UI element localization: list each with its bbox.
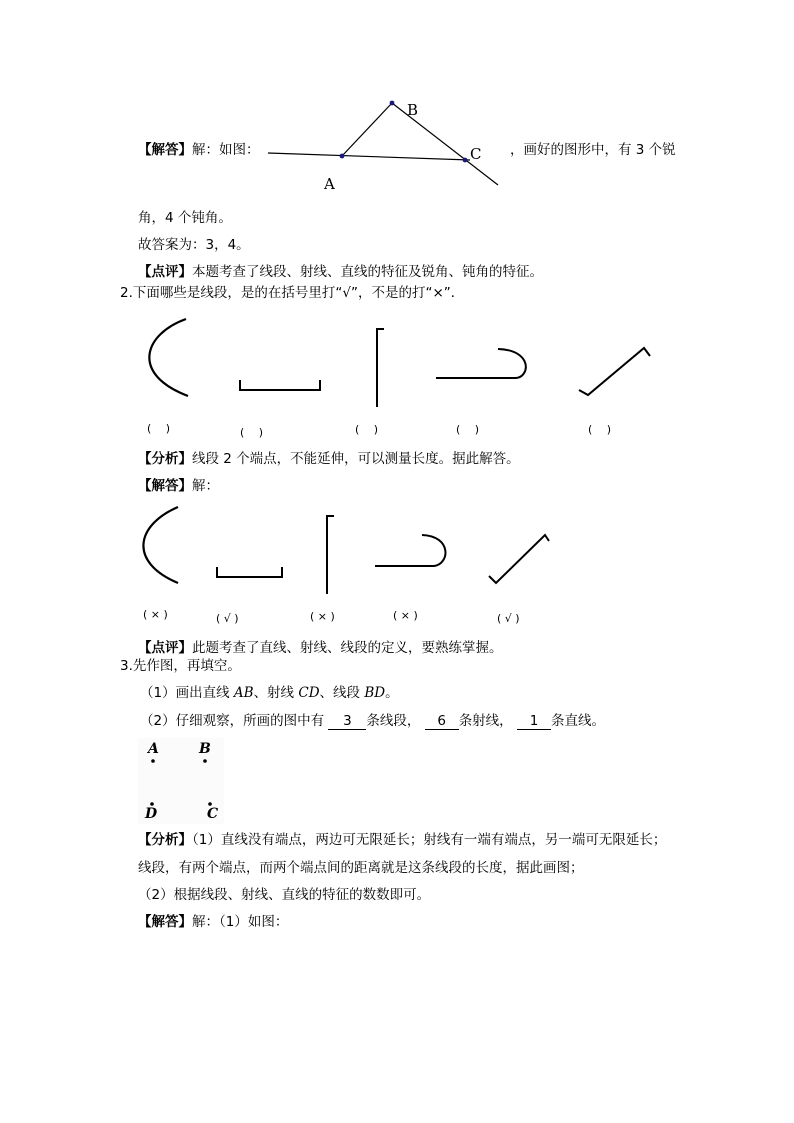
analysis-text-1: （1）直线没有端点，两边可无限延长；射线有一端有端点，另一端可无限延长； (192, 832, 667, 848)
segment-count-blank: 3 (328, 713, 366, 730)
dot-b (203, 759, 207, 763)
answered-shape-curve (143, 507, 178, 583)
item-1-prefix: （1）画出直线 (140, 685, 234, 701)
blank-paren-4: ( ) (456, 423, 480, 436)
answer-tag: 【解答】 (138, 142, 192, 158)
dot-a (151, 759, 155, 763)
blank-paren-3: ( ) (355, 423, 379, 436)
answered-shape-slash (489, 535, 549, 583)
comment-tag: 【点评】 (138, 640, 192, 656)
blank-paren-5: ( ) (588, 423, 612, 436)
point-label-d: D (145, 806, 158, 822)
item-2-text-2: 条射线， (458, 713, 513, 729)
question-3-item-2 (140, 713, 605, 730)
answer-paren-4: ( × ) (393, 609, 418, 622)
dot-d (150, 802, 154, 806)
ray-ab (342, 103, 392, 156)
item-1-ab: AB (233, 685, 254, 701)
question-3-title: 3.先作图，再填空。 (120, 658, 241, 674)
item-2-text-3: 条直线。 (550, 713, 605, 729)
answer-2 (138, 478, 219, 494)
answer-paren-3: ( × ) (310, 610, 335, 623)
line-count-blank: 1 (517, 713, 551, 730)
answer-paren-1: ( × ) (143, 608, 168, 621)
item-1-sep-1: 、射线 (253, 685, 299, 701)
figure-label-c: C (470, 145, 482, 163)
comment-text: 此题考查了直线、射线、线段的定义，要熟练掌握。 (192, 640, 503, 656)
shapes-figure (136, 312, 656, 442)
answer-lead: 解：如图： (192, 142, 260, 158)
answer-text: 解：（1）如图： (192, 914, 289, 930)
line-ac (268, 153, 470, 160)
item-2-text-1: 条线段， (366, 713, 421, 729)
answer-1-line1 (138, 142, 260, 158)
points-dots (138, 738, 224, 824)
shape-slash (579, 348, 650, 395)
answer-1-line3: 故答案为：3，4。 (138, 237, 250, 253)
question-3-item-1 (140, 685, 399, 701)
answered-shape-hook (375, 535, 445, 566)
point-label-c: C (207, 806, 219, 822)
answer-paren-5: ( √ ) (497, 612, 520, 625)
answered-shape-bracket (217, 567, 282, 577)
dot-c (208, 802, 212, 806)
blank-paren-1: ( ) (147, 422, 171, 435)
point-label-a: A (148, 741, 159, 757)
answer-3 (138, 914, 288, 930)
analysis-3-line3: （2）根据线段、射线、直线的特征的数数即可。 (138, 887, 431, 903)
answered-shapes-figure (134, 500, 554, 630)
comment-2 (138, 640, 503, 656)
answer-tag: 【解答】 (138, 478, 192, 494)
analysis-text: 线段 2 个端点，不能延伸，可以测量长度。据此解答。 (192, 451, 520, 467)
analysis-3-line2: 线段，有两个端点，而两个端点间的距离就是这条线段的长度，据此画图； (138, 860, 584, 876)
answer-1-line2: 角，4 个钝角。 (138, 210, 232, 226)
comment-1 (138, 264, 543, 280)
item-1-end: 。 (385, 685, 399, 701)
answer-text: 解： (192, 478, 219, 494)
answered-shape-vertical (327, 516, 334, 594)
ray-count-blank: 6 (425, 713, 459, 730)
comment-text: 本题考查了线段、射线、直线的特征及锐角、钝角的特征。 (192, 264, 543, 280)
item-1-sep-2: 、线段 (319, 685, 365, 701)
item-1-bd: BD (364, 685, 386, 701)
item-2-prefix: （2）仔细观察，所画的图中有 (140, 713, 325, 729)
point-a (340, 154, 345, 159)
analysis-tag: 【分析】 (138, 832, 192, 848)
point-label-b: B (199, 741, 211, 757)
answer-1-after-figure: ，画好的图形中，有 3 个锐 (510, 142, 676, 158)
analysis-tag: 【分析】 (138, 451, 192, 467)
figure-label-b: B (407, 101, 419, 119)
shape-vertical (377, 329, 384, 407)
answer-paren-2: ( √ ) (216, 612, 239, 625)
figure-label-a: A (324, 175, 335, 193)
answer-tag: 【解答】 (138, 914, 192, 930)
question-2-title: 2.下面哪些是线段，是的在括号里打“√”，不是的打“×”． (120, 285, 465, 301)
analysis-3-line1 (138, 832, 666, 848)
shape-bracket (240, 380, 320, 390)
point-c (463, 158, 468, 163)
shape-hook (436, 349, 526, 378)
point-b (390, 101, 395, 106)
shape-curve (149, 319, 188, 396)
blank-paren-2: ( ) (240, 426, 264, 439)
analysis-2 (138, 451, 520, 467)
item-1-cd: CD (298, 685, 320, 701)
comment-tag: 【点评】 (138, 264, 192, 280)
